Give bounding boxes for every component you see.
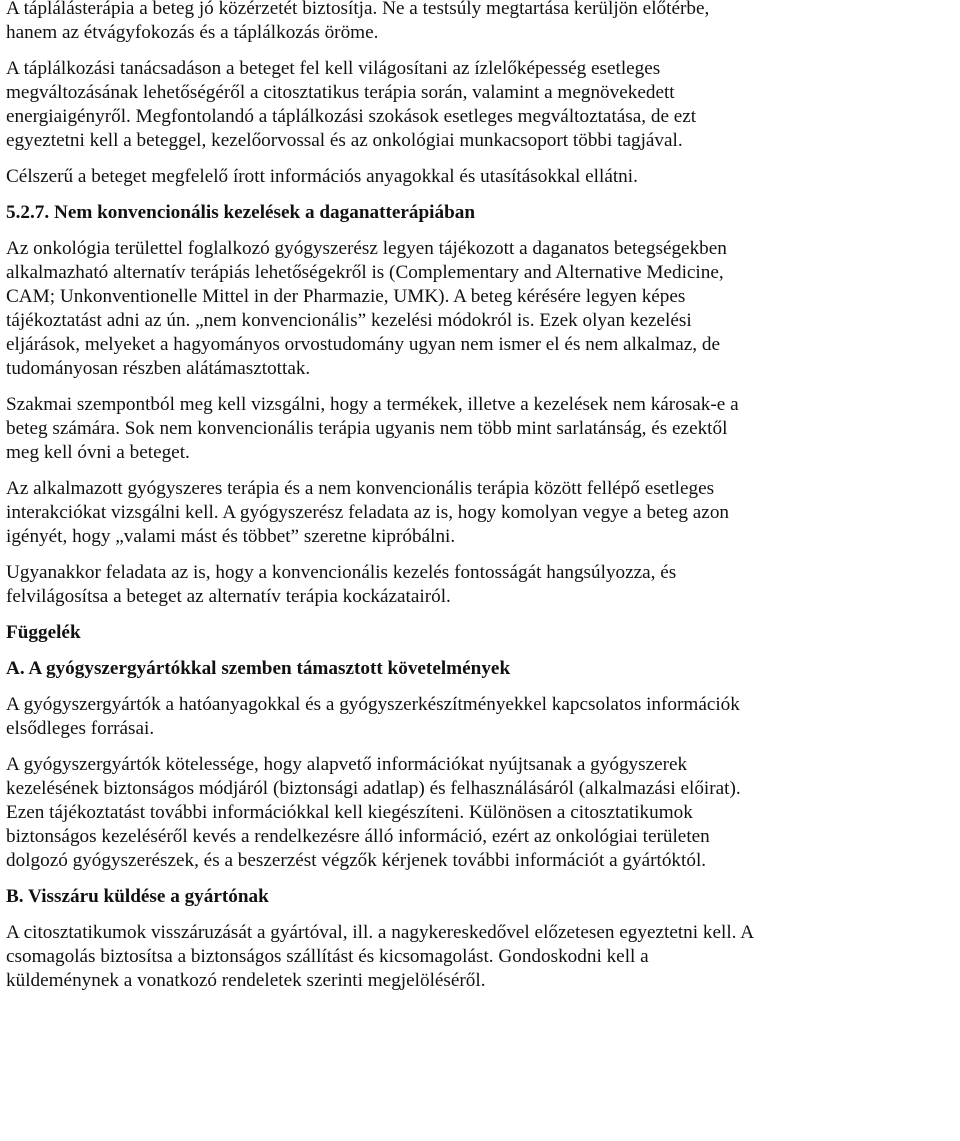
subsection-heading: B. Visszáru küldése a gyártónak xyxy=(6,886,269,907)
section-heading: 5.2.7. Nem konvencionális kezelések a daganatterápiában xyxy=(6,202,476,223)
paragraph: A táplálkozási tanácsadáson a beteget fel kell világosítani az ízlelőképesség esetleges megváltozásának lehetőségéről a citosztatikus terápia során, valamint a megnövekedett energiaigényről. Megfontolandó a táplálkozási szokások esetleges megváltoztatása, de ezt egyeztetni kell a beteggel, kezelőorvossal és az onkológiai munkacsoport többi tagjával. xyxy=(6,58,697,151)
paragraph: Az alkalmazott gyógyszeres terápia és a nem konvencionális terápia között fellépő esetleges interakciókat vizsgálni kell. A gyógyszerész feladata az is, hogy komolyan vegye a beteg azon igényét, hogy „valami mást és többet” szeretne kipróbálni. xyxy=(6,478,730,547)
paragraph: A táplálásterápia a beteg jó közérzetét biztosítja. Ne a testsúly megtartása kerüljön előtérbe, hanem az étvágyfokozás és a táplálkozás öröme. xyxy=(6,0,710,43)
paragraph: Szakmai szempontból meg kell vizsgálni, hogy a termékek, illetve a kezelések nem károsak-e a beteg számára. Sok nem konvencionális terápia ugyanis nem több mint sarlatánság, és ezektől meg kell óvni a beteget. xyxy=(6,394,739,463)
paragraph: Az onkológia területtel foglalkozó gyógyszerész legyen tájékozott a daganatos betegségekben alkalmazható alternatív terápiás lehetőségekről is (Complementary and Alternative Medicine, CAM; Unkonventionelle Mittel in der Pharmazie, UMK). A beteg kérésére legyen képes tájékoztatást adni az ún. „nem konvencionális” kezelési módokról is. Ezek olyan kezelési eljárások, melyeket a hagyományos orvostudomány ugyan nem ismer el és nem alkalmaz, de tudományosan részben alátámasztottak. xyxy=(6,238,727,379)
paragraph: Célszerű a beteget megfelelő írott információs anyagokkal és utasításokkal ellátni. xyxy=(6,166,638,187)
appendix-heading: Függelék xyxy=(6,622,81,643)
paragraph: A citosztatikumok visszáruzását a gyártóval, ill. a nagykereskedővel előzetesen egyeztetni kell. A csomagolás biztosítsa a biztonságos szállítást és kicsomagolást. Gondoskodni kell a küldeménynek a vonatkozó rendeletek szerinti megjelöléséről. xyxy=(6,922,755,991)
paragraph: Ugyanakkor feladata az is, hogy a konvencionális kezelés fontosságát hangsúlyozza, és felvilágosítsa a beteget az alternatív terápia kockázatairól. xyxy=(6,562,677,607)
paragraph: A gyógyszergyártók a hatóanyagokkal és a gyógyszerkészítményekkel kapcsolatos információk elsődleges forrásai. xyxy=(6,694,740,739)
subsection-heading: A. A gyógyszergyártókkal szemben támasztott követelmények xyxy=(6,658,511,679)
paragraph: A gyógyszergyártók kötelessége, hogy alapvető információkat nyújtsanak a gyógyszerek kezelésének biztonságos módjáról (biztonsági adatlap) és felhasználásáról (alkalmazási előirat). Ezen tájékoztatást további információkkal kell kiegészíteni. Különösen a citosztatikumok biztonságos kezeléséről kevés a rendelkezésre álló információ, ezért az onkológiai területen dolgozó gyógyszerészek, és a beszerzést végzők kérjenek további információt a gyártóktól. xyxy=(6,754,741,871)
